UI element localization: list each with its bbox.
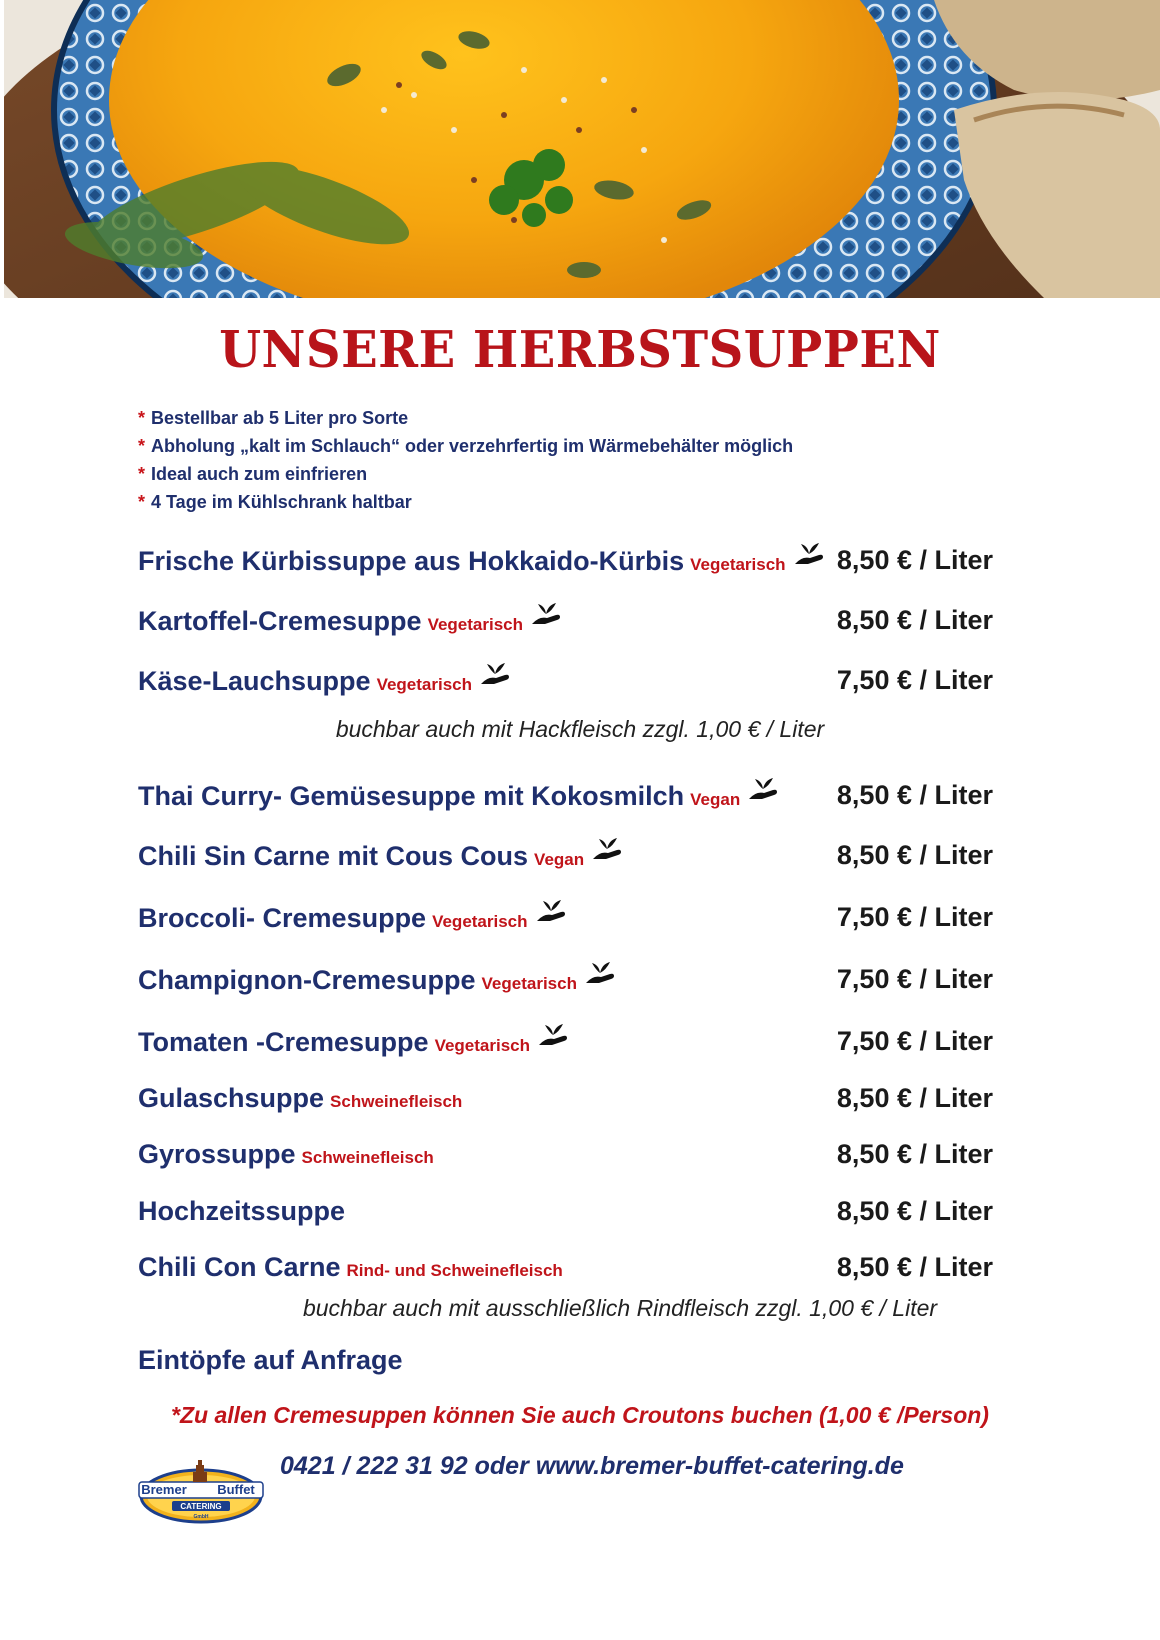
- note-marker: *: [138, 492, 146, 512]
- soup-name: Gyrossuppe: [138, 1139, 296, 1169]
- diet-tag: Vegetarisch: [481, 974, 577, 993]
- soup-row: [138, 775, 993, 815]
- contact-info: 0421 / 222 31 92 oder www.bremer-buffet-catering.de: [280, 1452, 904, 1480]
- plant-in-hand-icon: [529, 600, 563, 626]
- soup-name: Broccoli- Cremesuppe: [138, 903, 427, 933]
- note-item: * Bestellbar ab 5 Liter pro Sorte: [138, 408, 409, 428]
- plant-in-hand-icon: [792, 540, 826, 566]
- logo-word-gmbh: GmbH: [193, 1514, 209, 1520]
- soup-price: 7,50 € / Liter: [836, 665, 993, 695]
- soup-row: [138, 1134, 993, 1174]
- logo-word-buffet: Buffet: [217, 1482, 255, 1497]
- hackfleisch-option-note: buchbar auch mit Hackfleisch zzgl. 1,00 € / Liter: [335, 716, 825, 742]
- rindfleisch-option-note: buchbar auch mit ausschließlich Rindfleisch zzgl. 1,00 € / Liter: [302, 1295, 938, 1321]
- soup-row: [138, 1021, 993, 1061]
- logo-word-catering: CATERING: [180, 1502, 222, 1511]
- plant-in-hand-icon: [746, 775, 780, 801]
- soup-price: 8,50 € / Liter: [836, 545, 993, 575]
- hero-photo-pumpkin-soup: [4, 0, 1160, 298]
- soup-price: 8,50 € / Liter: [836, 605, 993, 635]
- diet-tag: Vegetarisch: [376, 675, 473, 694]
- soup-price: 7,50 € / Liter: [836, 1026, 993, 1056]
- soup-row: [138, 1191, 993, 1231]
- note-item: * 4 Tage im Kühlschrank haltbar: [138, 492, 412, 512]
- note-marker: *: [138, 464, 146, 484]
- soup-name: Gulaschsuppe: [138, 1083, 325, 1113]
- soup-row: [138, 600, 993, 640]
- soup-price: 8,50 € / Liter: [836, 1196, 993, 1226]
- note-item: * Ideal auch zum einfrieren: [138, 464, 368, 484]
- soup-name: Chili Con Carne: [138, 1252, 341, 1282]
- soup-row: [138, 1247, 993, 1287]
- soup-name: Chili Sin Carne mit Cous Cous: [138, 841, 529, 871]
- soup-row: [138, 660, 993, 700]
- soup-row: [138, 835, 993, 875]
- bremer-buffet-logo: [136, 1460, 266, 1524]
- plant-in-hand-icon: [590, 835, 624, 861]
- soup-row: [138, 1078, 993, 1118]
- diet-tag: Vegetarisch: [427, 615, 524, 634]
- soup-row: [138, 897, 993, 937]
- diet-tag: Vegan: [690, 790, 741, 809]
- note-item: * Abholung „kalt im Schlauch“ oder verzehrfertig im Wärmebehälter möglich: [138, 436, 794, 456]
- croutons-note: *Zu allen Cremesuppen können Sie auch Croutons buchen (1,00 € /Person): [171, 1402, 989, 1428]
- soup-name: Thai Curry- Gemüsesuppe mit Kokosmilch: [138, 781, 685, 811]
- soup-row: [138, 959, 993, 999]
- note-marker: *: [138, 436, 146, 456]
- plant-in-hand-icon: [536, 1021, 570, 1047]
- logo-word-bremer: Bremer: [141, 1482, 187, 1497]
- soup-name: Tomaten -Cremesuppe: [138, 1027, 429, 1057]
- plant-in-hand-icon: [478, 660, 512, 686]
- soup-price: 8,50 € / Liter: [836, 1139, 993, 1169]
- soup-row: [138, 540, 993, 580]
- soup-name: Frische Kürbissuppe aus Hokkaido-Kürbis: [138, 546, 685, 576]
- order-notes-list: [138, 404, 793, 516]
- soup-price: 8,50 € / Liter: [836, 1083, 993, 1113]
- diet-tag: Rind- und Schweinefleisch: [346, 1261, 563, 1280]
- eintoepfe-note: Eintöpfe auf Anfrage: [138, 1345, 403, 1375]
- diet-tag: Schweinefleisch: [301, 1148, 434, 1167]
- page-title: UNSERE HERBSTSUPPEN: [219, 320, 941, 380]
- soup-price: 8,50 € / Liter: [836, 840, 993, 870]
- diet-tag: Schweinefleisch: [330, 1092, 463, 1111]
- soup-price: 8,50 € / Liter: [836, 1252, 993, 1282]
- soup-name: Kartoffel-Cremesuppe: [138, 606, 422, 636]
- plant-in-hand-icon: [583, 959, 617, 985]
- diet-tag: Vegan: [534, 850, 585, 869]
- soup-name: Hochzeitssuppe: [138, 1196, 346, 1226]
- soup-price: 7,50 € / Liter: [836, 902, 993, 932]
- plant-in-hand-icon: [534, 897, 568, 923]
- soup-name: Champignon-Cremesuppe: [138, 965, 476, 995]
- note-marker: *: [138, 408, 146, 428]
- diet-tag: Vegetarisch: [434, 1036, 531, 1055]
- soup-price: 8,50 € / Liter: [836, 780, 993, 810]
- diet-tag: Vegetarisch: [432, 912, 528, 931]
- soup-price: 7,50 € / Liter: [836, 964, 993, 994]
- soup-name: Käse-Lauchsuppe: [138, 666, 371, 696]
- diet-tag: Vegetarisch: [690, 555, 786, 574]
